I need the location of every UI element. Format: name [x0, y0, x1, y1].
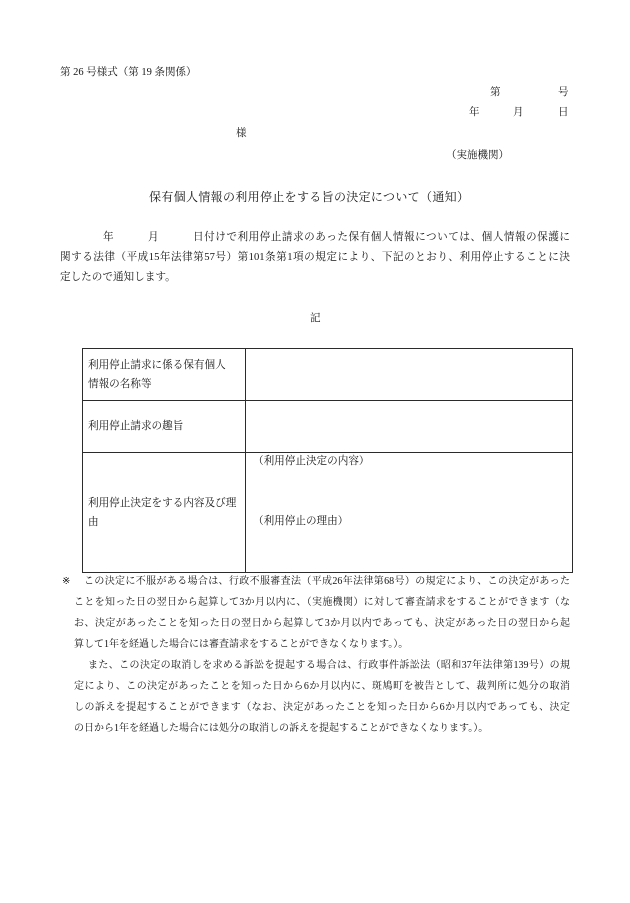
body-line: 定したので通知します。 [60, 272, 176, 283]
row-value-line: （利用停止決定の内容） [253, 456, 370, 467]
date-month-label: 月 [513, 107, 524, 118]
ki-heading: 記 [310, 313, 321, 324]
row-value [246, 401, 572, 452]
row-label-line: 由 [88, 516, 99, 528]
note-mark: ※ [62, 576, 71, 587]
document-title: 保有個人情報の利用停止をする旨の決定について（通知） [149, 190, 469, 204]
row-label-line: 利用停止請求に係る保有個人 [88, 359, 226, 371]
note-line: お、決定があったことを知った日の翌日から起算して3か月以内であっても、決定があった日の翌日から起 [74, 618, 570, 629]
row-label [83, 349, 246, 400]
body-month-label: 月 [148, 232, 159, 243]
body-year-label: 年 [103, 232, 114, 243]
row-label-line: 利用停止請求の趣旨 [88, 421, 184, 432]
date-year-label: 年 [469, 107, 480, 118]
table-row [83, 349, 572, 400]
row-value [246, 453, 572, 572]
info-table [82, 348, 573, 573]
date-day-label: 日 [558, 107, 569, 118]
issuer-name: （実施機関） [446, 150, 509, 161]
note-line: の日から1年を経過した場合には処分の取消しの訴えを提起することができなくなります。）。 [74, 723, 489, 734]
row-value [246, 349, 572, 400]
row-label-line: 利用停止決定をする内容及び理 [88, 497, 237, 509]
row-label [83, 401, 246, 452]
row-value-line: （利用停止の理由） [253, 516, 349, 527]
doc-number-suffix: 号 [558, 87, 569, 98]
note-line: ことを知った日の翌日から起算して3か月以内に、（実施機関）に対して審査請求をすることができます（な [74, 597, 570, 608]
body-line: 関する法律（平成15年法律第57号）第101条第1項の規定により、下記のとおり、利用停止することに決 [60, 252, 570, 263]
doc-number-prefix: 第 [490, 87, 501, 98]
note-line: 算して1年を経過した場合には審査請求をすることができなくなります。）。 [74, 639, 409, 650]
note-line: しの訴えを提起することができます（なお、決定があったことを知った日から6か月以内であっても、決定 [74, 702, 570, 713]
note-line: 定により、この決定があったことを知った日から6か月以内に、斑鳩町を被告として、裁判所に処分の取消 [74, 681, 570, 692]
row-label [83, 453, 246, 572]
row-label-line: 情報の名称等 [88, 378, 152, 390]
table-row [83, 452, 572, 572]
body-line: 日付けで利用停止請求のあった保有個人情報については、個人情報の保護に [193, 232, 570, 243]
note-line: この決定に不服がある場合は、行政不服審査法（平成26年法律第68号）の規定により、この決定があった [84, 576, 570, 587]
form-number-label: 第 26 号様式（第 19 条関係） [60, 67, 197, 78]
table-row [83, 400, 572, 452]
note-line: また、この決定の取消しを求める訴訟を提起する場合は、行政事件訴訟法（昭和37年法律第139号）の規 [88, 660, 570, 671]
recipient-honorific: 様 [236, 128, 247, 139]
